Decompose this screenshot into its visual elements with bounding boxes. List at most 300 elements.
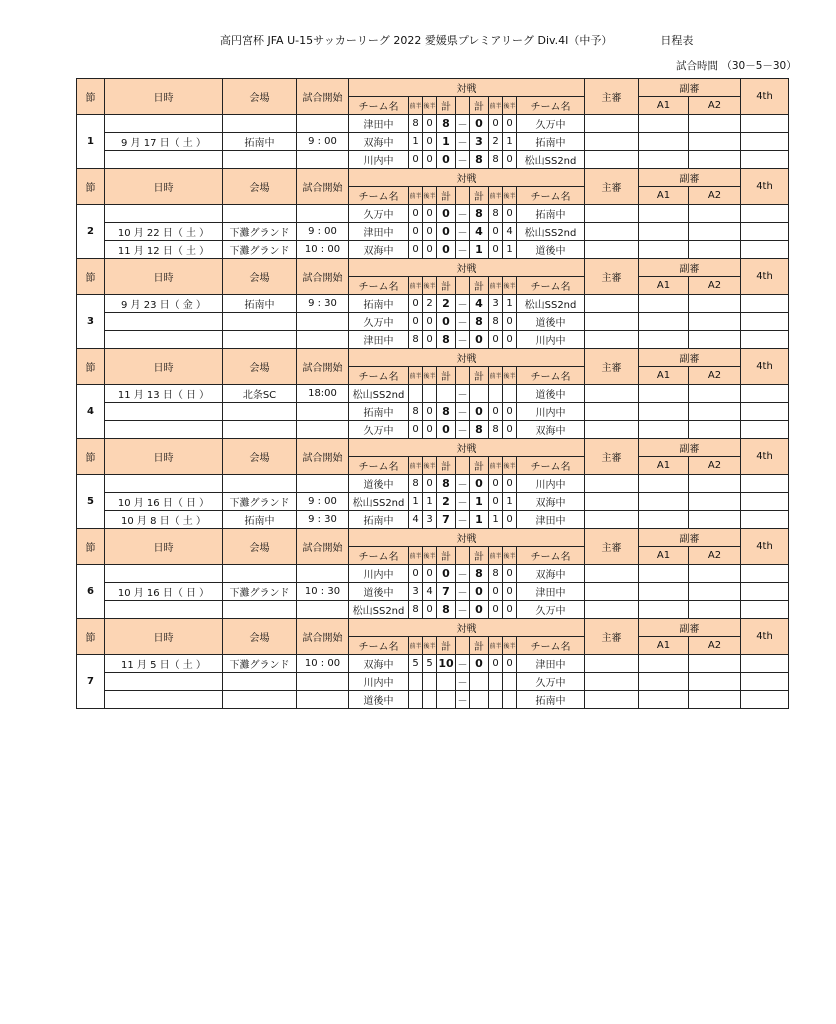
away-total: 8 bbox=[470, 565, 489, 583]
home-second-half: 1 bbox=[423, 493, 437, 511]
away-team: 道後中 bbox=[517, 385, 585, 403]
away-total: 0 bbox=[470, 331, 489, 349]
assistant-a2-cell bbox=[689, 241, 741, 259]
kickoff-time bbox=[297, 115, 349, 133]
header-match: 対戦 bbox=[349, 619, 585, 637]
table-row bbox=[77, 493, 789, 511]
away-team: 久万中 bbox=[517, 115, 585, 133]
away-first-half: 0 bbox=[489, 601, 503, 619]
header-home-team: チーム名 bbox=[349, 637, 409, 655]
home-second-half: 3 bbox=[423, 511, 437, 529]
referee-cell bbox=[585, 565, 639, 583]
assistant-a2-cell bbox=[689, 565, 741, 583]
away-first-half: 0 bbox=[489, 655, 503, 673]
match-date: 10 月 16 日（ 日 ） bbox=[105, 493, 223, 511]
header-away-second-half: 後半 bbox=[503, 187, 517, 205]
header-referee: 主審 bbox=[585, 79, 639, 115]
header-a1: A1 bbox=[639, 187, 689, 205]
fourth-official-cell bbox=[741, 673, 789, 691]
section-header-row bbox=[77, 529, 789, 547]
header-referee: 主審 bbox=[585, 169, 639, 205]
home-team: 松山SS2nd bbox=[349, 493, 409, 511]
section-number: 4 bbox=[77, 385, 105, 439]
header-match: 対戦 bbox=[349, 349, 585, 367]
match-venue bbox=[223, 331, 297, 349]
away-total: 1 bbox=[470, 511, 489, 529]
match-date: 9 月 23 日（ 金 ） bbox=[105, 295, 223, 313]
header-kickoff: 試合開始 bbox=[297, 619, 349, 655]
home-first-half: 0 bbox=[409, 151, 423, 169]
section-number: 5 bbox=[77, 475, 105, 529]
away-total: 0 bbox=[470, 115, 489, 133]
header-a1: A1 bbox=[639, 457, 689, 475]
header-away-first-half: 前半 bbox=[489, 637, 503, 655]
match-date bbox=[105, 403, 223, 421]
home-second-half: 0 bbox=[423, 475, 437, 493]
fourth-official-cell bbox=[741, 313, 789, 331]
home-total: 2 bbox=[437, 493, 456, 511]
header-home-second-half: 後半 bbox=[423, 637, 437, 655]
home-team: 川内中 bbox=[349, 151, 409, 169]
match-venue: 北条SC bbox=[223, 385, 297, 403]
assistant-a2-cell bbox=[689, 655, 741, 673]
away-team: 津田中 bbox=[517, 655, 585, 673]
home-second-half: 0 bbox=[423, 241, 437, 259]
header-away-team: チーム名 bbox=[517, 457, 585, 475]
header-venue: 会場 bbox=[223, 439, 297, 475]
score-dash: － bbox=[456, 151, 470, 169]
fourth-official-cell bbox=[741, 241, 789, 259]
header-kickoff: 試合開始 bbox=[297, 349, 349, 385]
header-home-second-half: 後半 bbox=[423, 547, 437, 565]
header-section: 節 bbox=[77, 259, 105, 295]
score-dash: － bbox=[456, 475, 470, 493]
away-total: 3 bbox=[470, 133, 489, 151]
match-date bbox=[105, 565, 223, 583]
header-a1: A1 bbox=[639, 547, 689, 565]
home-team: 久万中 bbox=[349, 421, 409, 439]
header-away-total: 計 bbox=[470, 367, 489, 385]
table-row bbox=[77, 421, 789, 439]
header-away-first-half: 前半 bbox=[489, 187, 503, 205]
assistant-a1-cell bbox=[639, 403, 689, 421]
kickoff-time: 10 : 30 bbox=[297, 583, 349, 601]
header-home-total: 計 bbox=[437, 277, 456, 295]
match-date bbox=[105, 115, 223, 133]
score-dash: － bbox=[456, 673, 470, 691]
home-total: 0 bbox=[437, 565, 456, 583]
match-venue bbox=[223, 151, 297, 169]
kickoff-time bbox=[297, 331, 349, 349]
header-kickoff: 試合開始 bbox=[297, 79, 349, 115]
away-second-half: 1 bbox=[503, 133, 517, 151]
header-home-first-half: 前半 bbox=[409, 97, 423, 115]
header-fourth: 4th bbox=[741, 259, 789, 295]
title-text: 高円宮杯 JFA U-15サッカーリーグ 2022 愛媛県プレミアリーグ Div.4I（中予） bbox=[220, 34, 613, 47]
home-first-half bbox=[409, 385, 423, 403]
kickoff-time: 9 : 00 bbox=[297, 493, 349, 511]
match-date bbox=[105, 331, 223, 349]
header-match: 対戦 bbox=[349, 439, 585, 457]
home-second-half: 2 bbox=[423, 295, 437, 313]
header-home-second-half: 後半 bbox=[423, 187, 437, 205]
assistant-a1-cell bbox=[639, 691, 689, 709]
home-first-half bbox=[409, 673, 423, 691]
away-second-half: 1 bbox=[503, 493, 517, 511]
away-first-half: 0 bbox=[489, 493, 503, 511]
match-venue: 下灘グランド bbox=[223, 223, 297, 241]
fourth-official-cell bbox=[741, 385, 789, 403]
header-a2: A2 bbox=[689, 367, 741, 385]
header-away-second-half: 後半 bbox=[503, 457, 517, 475]
fourth-official-cell bbox=[741, 223, 789, 241]
away-total bbox=[470, 385, 489, 403]
home-first-half: 8 bbox=[409, 601, 423, 619]
assistant-a1-cell bbox=[639, 115, 689, 133]
kickoff-time: 9 : 30 bbox=[297, 511, 349, 529]
match-venue: 拓南中 bbox=[223, 511, 297, 529]
away-total: 1 bbox=[470, 241, 489, 259]
match-date bbox=[105, 475, 223, 493]
away-total: 8 bbox=[470, 205, 489, 223]
away-first-half: 8 bbox=[489, 205, 503, 223]
score-dash: － bbox=[456, 115, 470, 133]
away-second-half: 4 bbox=[503, 223, 517, 241]
home-total: 2 bbox=[437, 295, 456, 313]
home-first-half: 0 bbox=[409, 421, 423, 439]
header-home-total: 計 bbox=[437, 547, 456, 565]
header-a1: A1 bbox=[639, 367, 689, 385]
header-home-team: チーム名 bbox=[349, 97, 409, 115]
score-dash: － bbox=[456, 583, 470, 601]
assistant-a1-cell bbox=[639, 673, 689, 691]
header-venue: 会場 bbox=[223, 79, 297, 115]
header-home-total: 計 bbox=[437, 97, 456, 115]
header-datetime: 日時 bbox=[105, 529, 223, 565]
assistant-a2-cell bbox=[689, 115, 741, 133]
schedule-label: 日程表 bbox=[660, 34, 694, 47]
header-away-total: 計 bbox=[470, 97, 489, 115]
away-team: 松山SS2nd bbox=[517, 295, 585, 313]
header-a1: A1 bbox=[639, 637, 689, 655]
table-row bbox=[77, 583, 789, 601]
table-row bbox=[77, 223, 789, 241]
home-total: 8 bbox=[437, 403, 456, 421]
away-team: 道後中 bbox=[517, 241, 585, 259]
header-away-first-half: 前半 bbox=[489, 277, 503, 295]
header-a2: A2 bbox=[689, 97, 741, 115]
home-first-half: 3 bbox=[409, 583, 423, 601]
home-first-half bbox=[409, 691, 423, 709]
match-date bbox=[105, 691, 223, 709]
match-date bbox=[105, 205, 223, 223]
kickoff-time bbox=[297, 421, 349, 439]
assistant-a1-cell bbox=[639, 223, 689, 241]
kickoff-time bbox=[297, 673, 349, 691]
match-venue bbox=[223, 421, 297, 439]
home-first-half: 0 bbox=[409, 223, 423, 241]
home-total bbox=[437, 385, 456, 403]
section-header-row bbox=[77, 259, 789, 277]
header-venue: 会場 bbox=[223, 619, 297, 655]
header-assistant: 副審 bbox=[639, 529, 741, 547]
away-total: 0 bbox=[470, 475, 489, 493]
assistant-a1-cell bbox=[639, 421, 689, 439]
header-assistant: 副審 bbox=[639, 259, 741, 277]
match-date bbox=[105, 673, 223, 691]
header-away-second-half: 後半 bbox=[503, 547, 517, 565]
away-first-half: 0 bbox=[489, 115, 503, 133]
home-second-half: 0 bbox=[423, 133, 437, 151]
header-venue: 会場 bbox=[223, 349, 297, 385]
referee-cell bbox=[585, 385, 639, 403]
assistant-a2-cell bbox=[689, 385, 741, 403]
match-date bbox=[105, 421, 223, 439]
home-team: 拓南中 bbox=[349, 403, 409, 421]
assistant-a2-cell bbox=[689, 493, 741, 511]
header-away-first-half: 前半 bbox=[489, 547, 503, 565]
away-team: 双海中 bbox=[517, 421, 585, 439]
home-total: 0 bbox=[437, 421, 456, 439]
away-first-half: 0 bbox=[489, 241, 503, 259]
away-total: 8 bbox=[470, 421, 489, 439]
home-team: 拓南中 bbox=[349, 295, 409, 313]
schedule-table bbox=[76, 78, 789, 709]
home-first-half: 1 bbox=[409, 133, 423, 151]
header-away-total: 計 bbox=[470, 187, 489, 205]
match-venue bbox=[223, 115, 297, 133]
header-dash bbox=[456, 457, 470, 475]
kickoff-time: 10 : 00 bbox=[297, 655, 349, 673]
referee-cell bbox=[585, 583, 639, 601]
match-venue: 下灘グランド bbox=[223, 655, 297, 673]
header-away-total: 計 bbox=[470, 637, 489, 655]
kickoff-time bbox=[297, 601, 349, 619]
section-header-row bbox=[77, 169, 789, 187]
match-date: 11 月 13 日（ 日 ） bbox=[105, 385, 223, 403]
table-row bbox=[77, 565, 789, 583]
home-second-half: 0 bbox=[423, 313, 437, 331]
away-team: 川内中 bbox=[517, 331, 585, 349]
table-row bbox=[77, 331, 789, 349]
home-team: 双海中 bbox=[349, 655, 409, 673]
away-second-half bbox=[503, 673, 517, 691]
header-away-team: チーム名 bbox=[517, 277, 585, 295]
header-datetime: 日時 bbox=[105, 79, 223, 115]
home-second-half: 0 bbox=[423, 601, 437, 619]
home-second-half: 0 bbox=[423, 205, 437, 223]
header-away-second-half: 後半 bbox=[503, 367, 517, 385]
referee-cell bbox=[585, 655, 639, 673]
kickoff-time bbox=[297, 475, 349, 493]
away-first-half: 8 bbox=[489, 565, 503, 583]
home-first-half: 0 bbox=[409, 205, 423, 223]
home-first-half: 4 bbox=[409, 511, 423, 529]
kickoff-time bbox=[297, 313, 349, 331]
away-total: 0 bbox=[470, 601, 489, 619]
home-team: 川内中 bbox=[349, 673, 409, 691]
away-first-half: 1 bbox=[489, 511, 503, 529]
away-total: 0 bbox=[470, 403, 489, 421]
header-referee: 主審 bbox=[585, 439, 639, 475]
away-team: 双海中 bbox=[517, 493, 585, 511]
home-team: 道後中 bbox=[349, 475, 409, 493]
header-section: 節 bbox=[77, 349, 105, 385]
table-row bbox=[77, 295, 789, 313]
header-assistant: 副審 bbox=[639, 619, 741, 637]
assistant-a1-cell bbox=[639, 583, 689, 601]
home-total: 0 bbox=[437, 151, 456, 169]
referee-cell bbox=[585, 493, 639, 511]
match-date bbox=[105, 313, 223, 331]
header-match: 対戦 bbox=[349, 79, 585, 97]
kickoff-time bbox=[297, 403, 349, 421]
section-header-row bbox=[77, 619, 789, 637]
match-venue: 拓南中 bbox=[223, 133, 297, 151]
table-row bbox=[77, 475, 789, 493]
home-second-half: 0 bbox=[423, 403, 437, 421]
away-team: 拓南中 bbox=[517, 133, 585, 151]
home-first-half: 1 bbox=[409, 493, 423, 511]
match-date bbox=[105, 151, 223, 169]
away-first-half: 8 bbox=[489, 313, 503, 331]
header-fourth: 4th bbox=[741, 619, 789, 655]
header-home-team: チーム名 bbox=[349, 367, 409, 385]
header-fourth: 4th bbox=[741, 439, 789, 475]
fourth-official-cell bbox=[741, 583, 789, 601]
home-team: 道後中 bbox=[349, 691, 409, 709]
score-dash: － bbox=[456, 241, 470, 259]
header-home-second-half: 後半 bbox=[423, 97, 437, 115]
score-dash: － bbox=[456, 601, 470, 619]
home-total: 8 bbox=[437, 475, 456, 493]
away-team: 津田中 bbox=[517, 511, 585, 529]
header-away-second-half: 後半 bbox=[503, 277, 517, 295]
home-total: 0 bbox=[437, 313, 456, 331]
away-first-half bbox=[489, 691, 503, 709]
header-home-total: 計 bbox=[437, 187, 456, 205]
referee-cell bbox=[585, 223, 639, 241]
table-row bbox=[77, 511, 789, 529]
header-a1: A1 bbox=[639, 277, 689, 295]
referee-cell bbox=[585, 403, 639, 421]
away-second-half: 0 bbox=[503, 601, 517, 619]
referee-cell bbox=[585, 691, 639, 709]
home-total: 7 bbox=[437, 511, 456, 529]
assistant-a2-cell bbox=[689, 223, 741, 241]
away-second-half: 0 bbox=[503, 511, 517, 529]
fourth-official-cell bbox=[741, 655, 789, 673]
header-away-team: チーム名 bbox=[517, 187, 585, 205]
assistant-a2-cell bbox=[689, 475, 741, 493]
assistant-a1-cell bbox=[639, 511, 689, 529]
table-row bbox=[77, 313, 789, 331]
score-dash: － bbox=[456, 493, 470, 511]
home-first-half: 8 bbox=[409, 115, 423, 133]
table-row bbox=[77, 205, 789, 223]
away-second-half: 0 bbox=[503, 313, 517, 331]
fourth-official-cell bbox=[741, 403, 789, 421]
fourth-official-cell bbox=[741, 295, 789, 313]
header-referee: 主審 bbox=[585, 529, 639, 565]
header-datetime: 日時 bbox=[105, 169, 223, 205]
score-dash: － bbox=[456, 205, 470, 223]
header-assistant: 副審 bbox=[639, 169, 741, 187]
section-number: 3 bbox=[77, 295, 105, 349]
referee-cell bbox=[585, 421, 639, 439]
section-number: 1 bbox=[77, 115, 105, 169]
away-team: 道後中 bbox=[517, 313, 585, 331]
kickoff-time bbox=[297, 151, 349, 169]
header-home-first-half: 前半 bbox=[409, 547, 423, 565]
header-dash bbox=[456, 367, 470, 385]
away-second-half: 0 bbox=[503, 331, 517, 349]
header-home-first-half: 前半 bbox=[409, 637, 423, 655]
header-kickoff: 試合開始 bbox=[297, 529, 349, 565]
header-datetime: 日時 bbox=[105, 619, 223, 655]
away-total bbox=[470, 691, 489, 709]
away-second-half: 0 bbox=[503, 115, 517, 133]
header-a2: A2 bbox=[689, 637, 741, 655]
home-total: 8 bbox=[437, 331, 456, 349]
assistant-a2-cell bbox=[689, 691, 741, 709]
header-datetime: 日時 bbox=[105, 439, 223, 475]
table-row bbox=[77, 655, 789, 673]
fourth-official-cell bbox=[741, 565, 789, 583]
assistant-a2-cell bbox=[689, 295, 741, 313]
home-team: 久万中 bbox=[349, 313, 409, 331]
score-dash: － bbox=[456, 223, 470, 241]
header-section: 節 bbox=[77, 439, 105, 475]
away-second-half: 0 bbox=[503, 583, 517, 601]
score-dash: － bbox=[456, 655, 470, 673]
header-home-total: 計 bbox=[437, 457, 456, 475]
fourth-official-cell bbox=[741, 331, 789, 349]
header-referee: 主審 bbox=[585, 619, 639, 655]
home-team: 津田中 bbox=[349, 115, 409, 133]
away-team: 拓南中 bbox=[517, 691, 585, 709]
fourth-official-cell bbox=[741, 511, 789, 529]
score-dash: － bbox=[456, 331, 470, 349]
away-first-half: 8 bbox=[489, 151, 503, 169]
home-second-half: 4 bbox=[423, 583, 437, 601]
header-home-first-half: 前半 bbox=[409, 457, 423, 475]
home-team: 津田中 bbox=[349, 223, 409, 241]
match-date: 10 月 8 日（ 土 ） bbox=[105, 511, 223, 529]
fourth-official-cell bbox=[741, 475, 789, 493]
header-away-team: チーム名 bbox=[517, 637, 585, 655]
referee-cell bbox=[585, 133, 639, 151]
header-away-team: チーム名 bbox=[517, 97, 585, 115]
section-number: 7 bbox=[77, 655, 105, 709]
header-home-team: チーム名 bbox=[349, 277, 409, 295]
assistant-a1-cell bbox=[639, 601, 689, 619]
fourth-official-cell bbox=[741, 421, 789, 439]
home-team: 道後中 bbox=[349, 583, 409, 601]
assistant-a1-cell bbox=[639, 313, 689, 331]
home-total: 0 bbox=[437, 205, 456, 223]
table-row bbox=[77, 385, 789, 403]
home-second-half: 0 bbox=[423, 151, 437, 169]
home-first-half: 0 bbox=[409, 313, 423, 331]
header-away-total: 計 bbox=[470, 457, 489, 475]
assistant-a2-cell bbox=[689, 151, 741, 169]
header-dash bbox=[456, 277, 470, 295]
fourth-official-cell bbox=[741, 151, 789, 169]
home-total: 8 bbox=[437, 115, 456, 133]
fourth-official-cell bbox=[741, 115, 789, 133]
away-team: 久万中 bbox=[517, 601, 585, 619]
